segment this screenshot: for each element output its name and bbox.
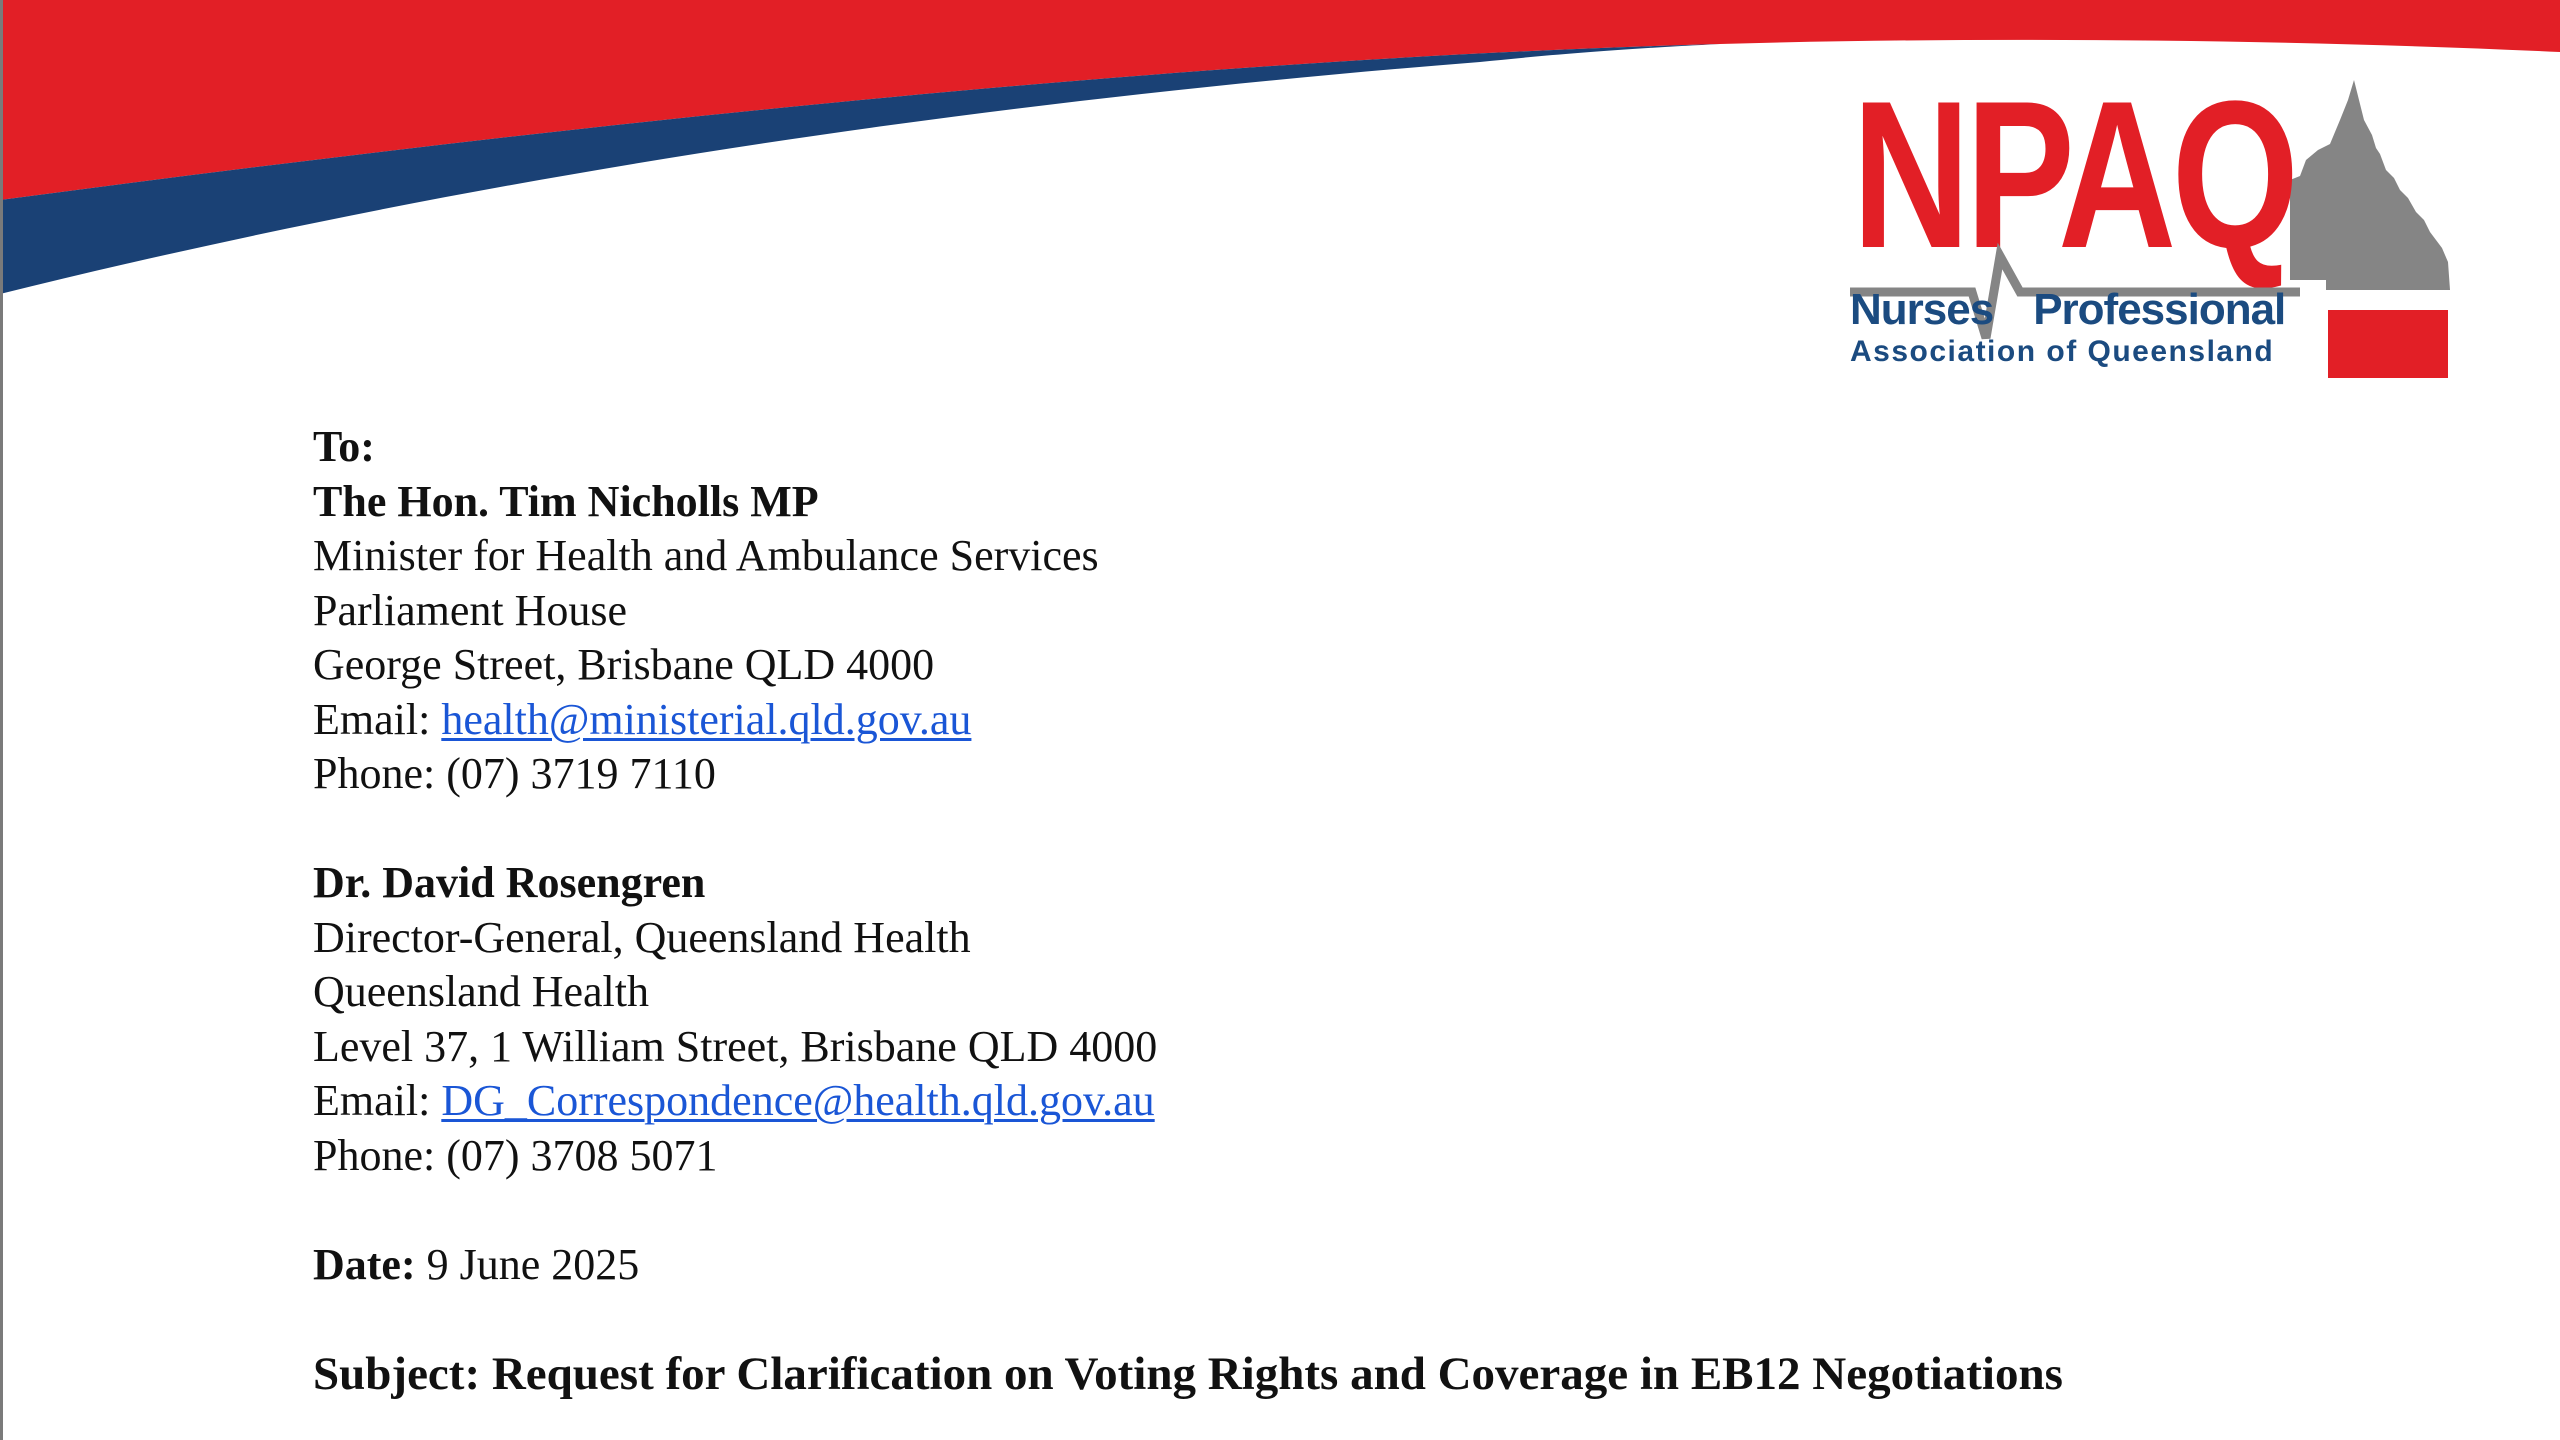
recipient-email-row — [313, 1074, 2063, 1129]
logo-word-professional: Professional — [2033, 285, 2286, 334]
recipient-address-line1: Queensland Health — [313, 967, 649, 1016]
spacer — [313, 1292, 2063, 1347]
npaq-logo — [1840, 57, 2460, 380]
recipient-phone: Phone: (07) 3708 5071 — [313, 1130, 718, 1180]
recipient-title: Minister for Health and Ambulance Services — [313, 531, 1099, 580]
spacer — [313, 802, 2063, 857]
email-link[interactable]: health@ministerial.qld.gov.au — [441, 694, 972, 744]
letter-body — [313, 420, 2063, 1401]
recipient-address-line2: George Street, Brisbane QLD 4000 — [313, 640, 935, 689]
to-label: To: — [313, 422, 375, 471]
email-link[interactable]: DG_Correspondence@health.qld.gov.au — [441, 1076, 1155, 1125]
recipient-phone: Phone: (07) 3719 7110 — [313, 749, 716, 798]
page-left-border — [0, 0, 3, 1440]
logo-acronym: NPAQ — [1852, 57, 2295, 292]
recipient-address-line2: Level 37, 1 William Street, Brisbane QLD 4000 — [313, 1021, 1158, 1071]
recipient-title: Director-General, Queensland Health — [313, 912, 971, 962]
recipient-name: The Hon. Tim Nicholls MP — [313, 476, 819, 526]
email-label: Email: — [313, 1076, 442, 1125]
logo-word-nurses: Nurses — [1850, 285, 1994, 334]
date-label: Date: — [313, 1239, 416, 1289]
recipient-block — [313, 856, 2063, 1183]
spacer — [313, 1183, 2063, 1238]
logo-red-block — [2328, 310, 2448, 378]
subject-line: Subject: Request for Clarification on Voting Rights and Coverage in EB12 Negotiations — [313, 1347, 2063, 1400]
recipient-email-row — [313, 693, 2063, 748]
queensland-map-icon — [2290, 80, 2450, 290]
logo-name-line2: Association of Queensland — [1850, 335, 2275, 368]
date-value: 9 June 2025 — [415, 1239, 640, 1289]
date-row — [313, 1238, 2063, 1293]
recipient-address-line1: Parliament House — [313, 585, 628, 635]
recipient-block — [313, 475, 2063, 802]
email-label: Email: — [313, 694, 442, 744]
logo-name-line1 — [1850, 285, 2286, 334]
recipient-name: Dr. David Rosengren — [313, 858, 706, 907]
